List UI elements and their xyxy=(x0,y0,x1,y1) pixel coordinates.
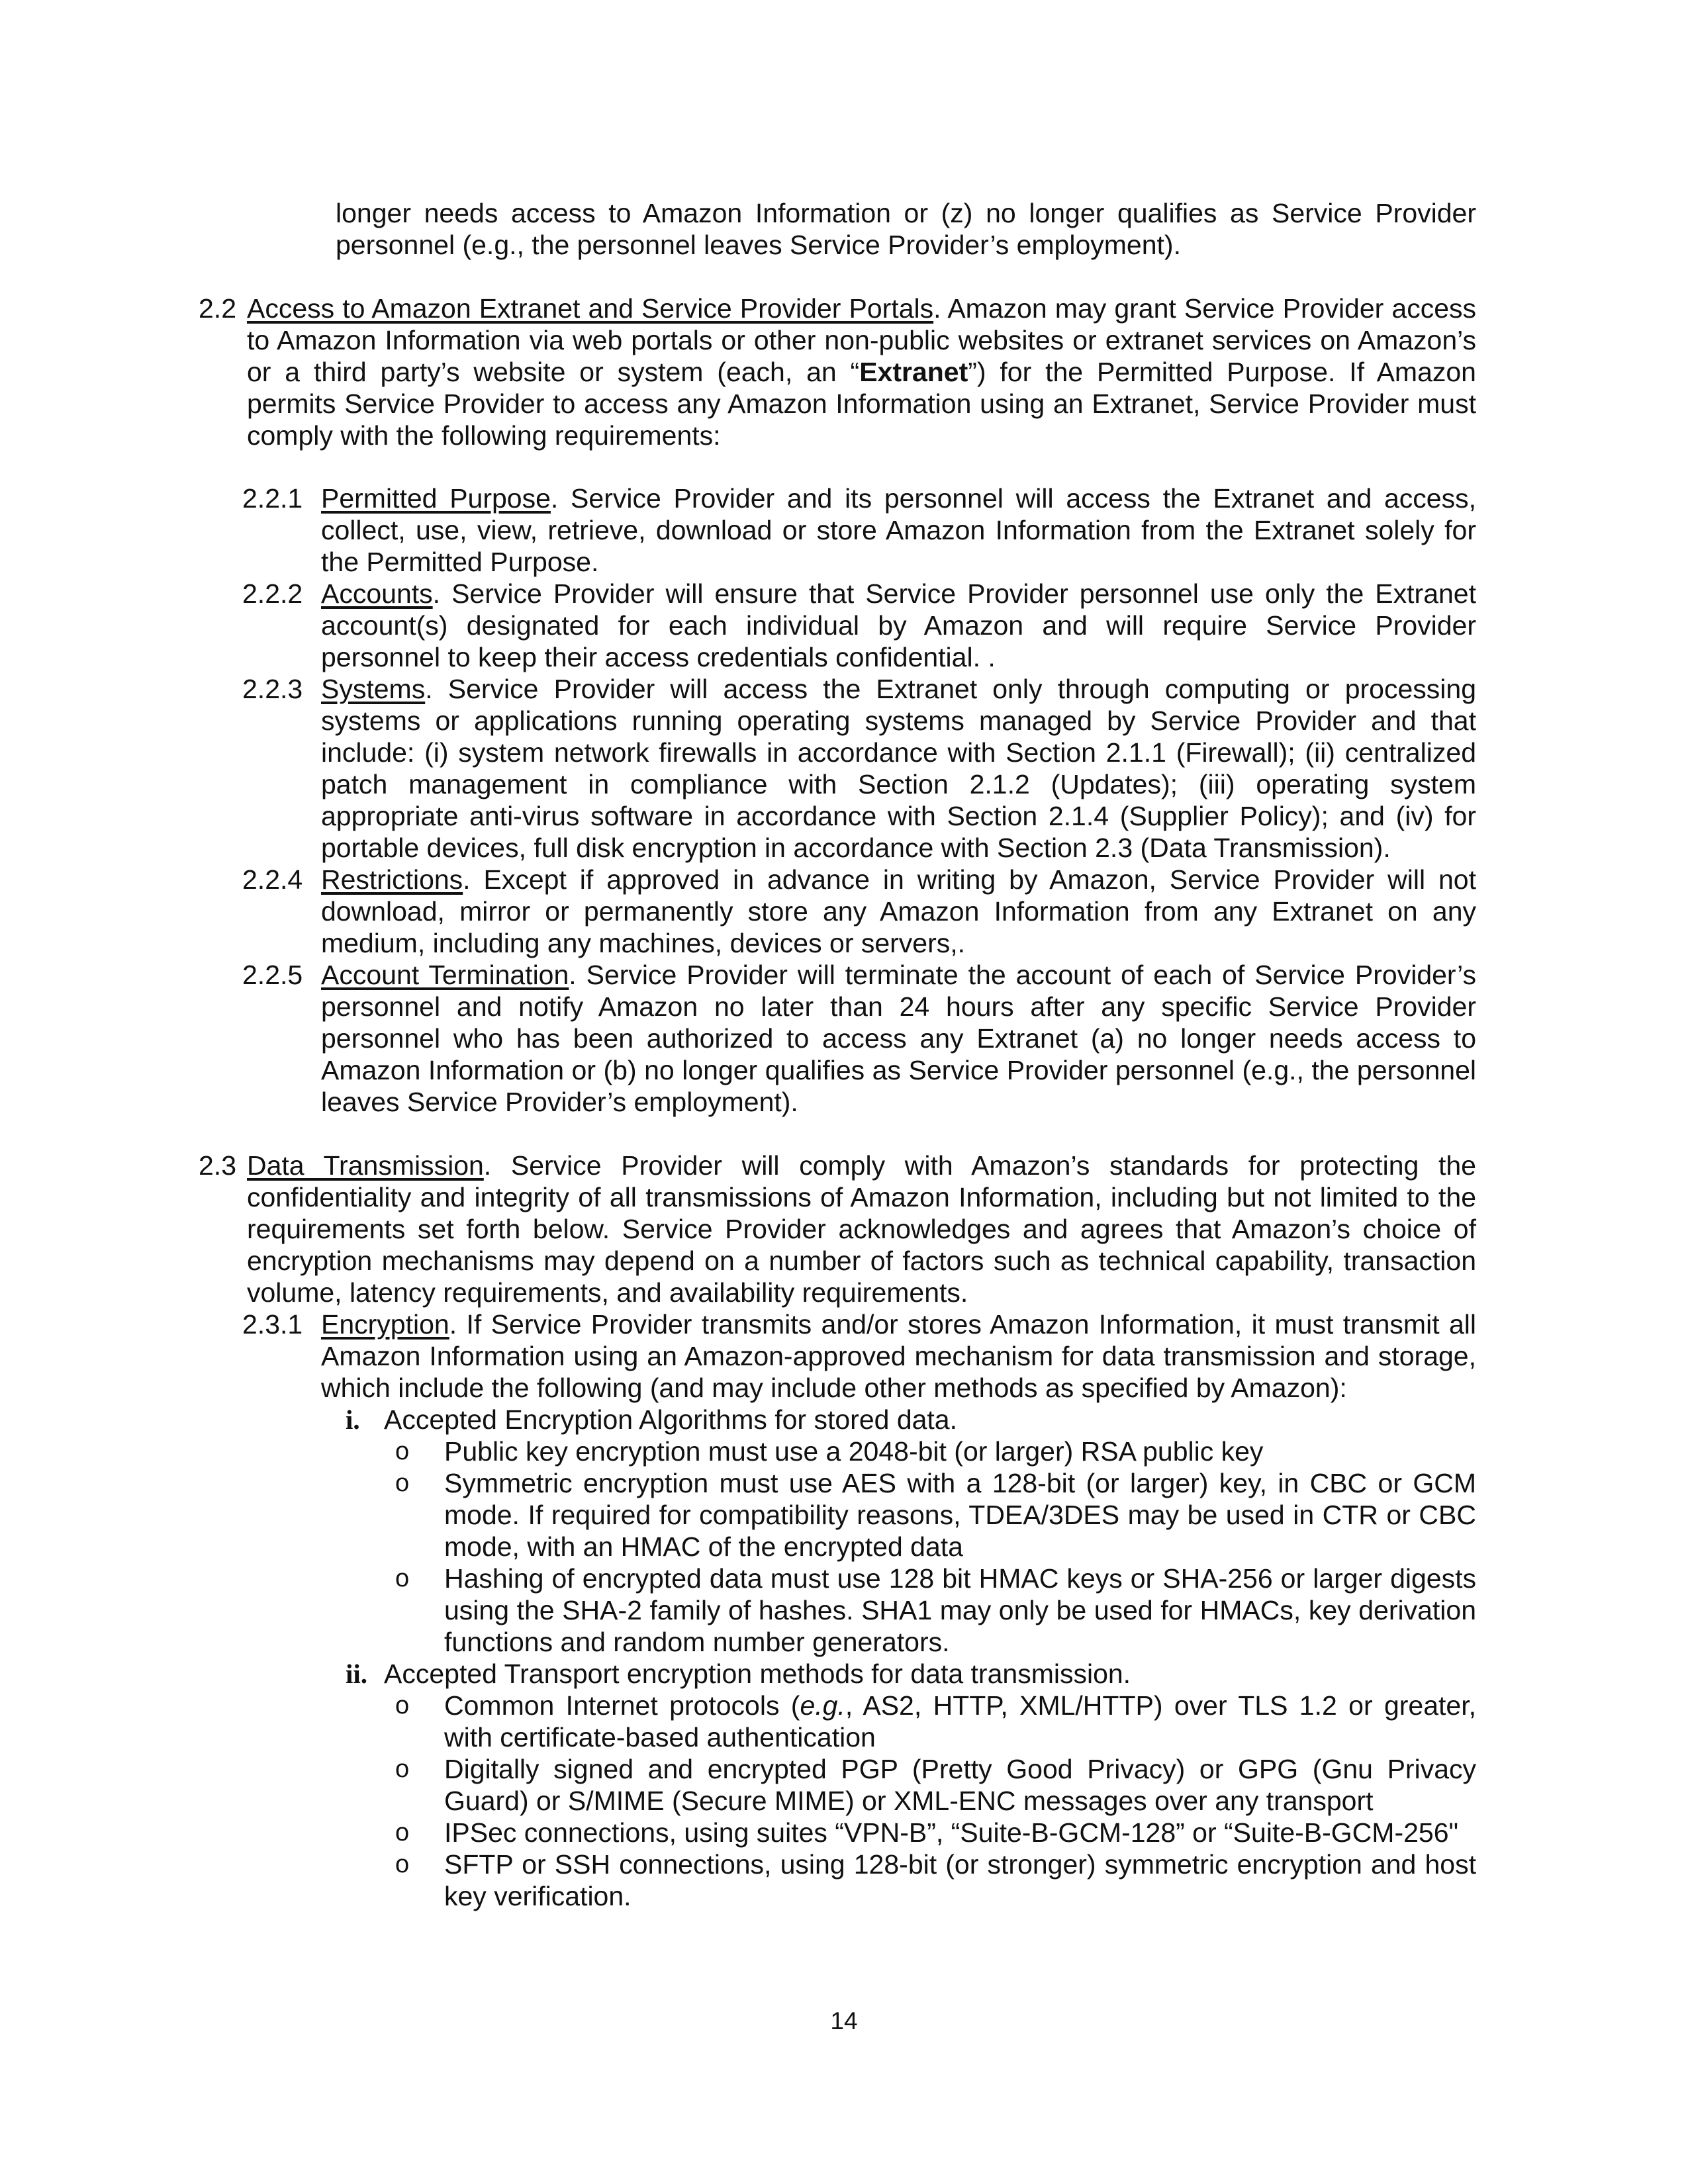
bullet-text: IPSec connections, using suites “VPN-B”, “Suite-B-GCM-128” or “Suite-B-GCM-256" xyxy=(444,1817,1459,1848)
roman-numeral-i: i. xyxy=(346,1404,360,1435)
bullet-marker: o xyxy=(395,1692,410,1719)
bullet-marker: o xyxy=(395,1565,410,1592)
roman-i-title: Accepted Encryption Algorithms for stored data. xyxy=(384,1404,958,1435)
bullet-text: SFTP or SSH connections, using 128-bit (or stronger) symmetric encryption and host key verification. xyxy=(444,1849,1476,1911)
section-heading: Data Transmission xyxy=(247,1150,484,1181)
item-text: . Service Provider and its personnel will access the Extranet and access, collect, use, view, retrieve, download or store Amazon Information from the Extranet solely for the Permitted Purpose. xyxy=(321,483,1476,577)
item-number: 2.2.5 xyxy=(242,960,303,990)
item-number: 2.2.3 xyxy=(242,674,303,704)
section-2-3-paragraph xyxy=(247,1150,1476,1308)
item-text: . Service Provider will access the Extranet only through computing or processing systems or applications running operating systems managed by Service Provider and that include: (i) system network firewalls in accordance with Section 2.1.1 (Firewall); (ii) centralized patch management in compliance with Section 2.1.2 (Updates); (iii) operating system appropriate anti-virus software in accordance with Section 2.1.4 (Supplier Policy); and (iv) for portable devices, full disk encryption in accordance with Section 2.3 (Data Transmission). xyxy=(321,674,1476,863)
bullet-marker: o xyxy=(395,1819,410,1846)
bullet-text: Digitally signed and encrypted PGP (Pretty Good Privacy) or GPG (Gnu Privacy Guard) or S/MIME (Secure MIME) or XML-ENC messages over any transport xyxy=(444,1754,1476,1816)
bullet-text-part: Common Internet protocols ( xyxy=(444,1690,800,1721)
section-number-2-2: 2.2 xyxy=(199,293,236,324)
bullet-text-emphasis: e.g. xyxy=(800,1690,845,1721)
roman-ii-title: Accepted Transport encryption methods for data transmission. xyxy=(384,1659,1131,1689)
bullet-text-part: , AS2, HTTP, XML/HTTP) over TLS 1.2 or greater, with certificate-based authentication xyxy=(444,1690,1477,1752)
item-heading: Systems xyxy=(321,674,426,704)
item-number: 2.2.2 xyxy=(242,578,303,609)
defined-term: Extranet xyxy=(859,357,968,387)
roman-numeral-ii: ii. xyxy=(346,1659,368,1689)
item-text: . Except if approved in advance in writing by Amazon, Service Provider will not download, mirror or permanently store any Amazon Information from any Extranet on any medium, including any machines, devices or servers,. xyxy=(321,864,1476,958)
bullet-text: Hashing of encrypted data must use 128 bit HMAC keys or SHA-256 or larger digests using the SHA-2 family of hashes. SHA1 may only be used for HMACs, key derivation functions and random number generators. xyxy=(444,1563,1476,1657)
item-2-3-1-paragraph xyxy=(321,1308,1476,1404)
section-heading: Access to Amazon Extranet and Service Provider Portals xyxy=(247,293,934,324)
item-number: 2.2.1 xyxy=(242,483,303,514)
item-text: . If Service Provider transmits and/or stores Amazon Information, it must transmit all Amazon Information using an Amazon-approved mechanism for data transmission and storage, which include the following (and may include other methods as specified by Amazon): xyxy=(321,1309,1476,1403)
item-number: 2.2.4 xyxy=(242,864,303,895)
item-number: 2.3.1 xyxy=(242,1309,303,1340)
continuation-paragraph: longer needs access to Amazon Information or (z) no longer qualifies as Service Provider personnel (e.g., the personnel leaves Service Provider’s employment). xyxy=(336,198,1476,260)
item-heading: Encryption xyxy=(321,1309,449,1340)
section-text: . Amazon may grant Service Provider access to Amazon Information via web portals or other non-public websites or extranet services on Amazon’s or a third party’s website or system (each, an “ xyxy=(247,293,1476,387)
item-2-2-1-paragraph xyxy=(321,482,1476,578)
section-2-2-paragraph xyxy=(247,293,1476,451)
bullet-marker: o xyxy=(395,1437,410,1465)
item-text: . Service Provider will terminate the account of each of Service Provider’s personnel and notify Amazon no later than 24 hours after any specific Service Provider personnel who has been authorized to access any Extranet (a) no longer needs access to Amazon Information or (b) no longer qualifies as Service Provider personnel (e.g., the personnel leaves Service Provider’s employment). xyxy=(321,960,1476,1117)
section-number-2-3: 2.3 xyxy=(199,1150,236,1181)
item-2-2-2-paragraph xyxy=(321,578,1476,673)
bullet-marker: o xyxy=(395,1755,410,1783)
item-2-2-3-paragraph xyxy=(321,673,1476,864)
bullet-marker: o xyxy=(395,1850,410,1878)
bullet-marker: o xyxy=(395,1469,410,1497)
item-2-2-4-paragraph xyxy=(321,864,1476,959)
bullet-text xyxy=(444,1690,1476,1753)
section-text: ”) for the Permitted Purpose. If Amazon permits Service Provider to access any Amazon Information using an Extranet, Service Provider must comply with the following requirements: xyxy=(247,357,1476,451)
section-text: . Service Provider will comply with Amazon’s standards for protecting the confidentiality and integrity of all transmissions of Amazon Information, including but not limited to the requirements set forth below. Service Provider acknowledges and agrees that Amazon’s choice of encryption mechanisms may depend on a number of factors such as technical capability, transaction volume, latency requirements, and availability requirements. xyxy=(247,1150,1476,1308)
item-heading: Restrictions xyxy=(321,864,463,895)
item-heading: Accounts xyxy=(321,578,433,609)
item-heading: Account Termination xyxy=(321,960,569,990)
bullet-text: Symmetric encryption must use AES with a 128-bit (or larger) key, in CBC or GCM mode. If required for compatibility reasons, TDEA/3DES may be used in CTR or CBC mode, with an HMAC of the encrypted data xyxy=(444,1468,1476,1562)
item-text: . Service Provider will ensure that Service Provider personnel use only the Extranet account(s) designated for each individual by Amazon and will require Service Provider personnel to keep their access credentials confidential. . xyxy=(321,578,1476,672)
bullet-text: Public key encryption must use a 2048-bit (or larger) RSA public key xyxy=(444,1436,1264,1467)
page-number: 14 xyxy=(830,2007,858,2034)
item-heading: Permitted Purpose xyxy=(321,483,551,514)
item-2-2-5-paragraph xyxy=(321,959,1476,1118)
